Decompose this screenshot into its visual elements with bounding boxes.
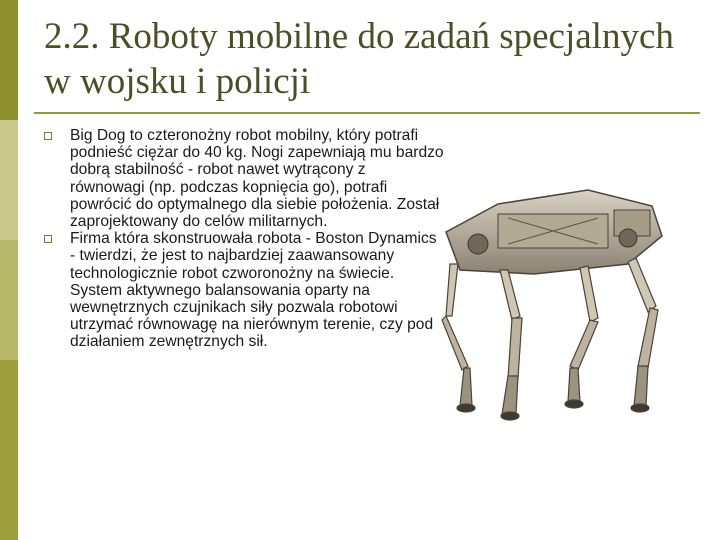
bullet-text: Firma która skonstruowała robota - Boston Dynamics - twierdzi, że jest to najbardziej zaawansowany technologicznie robot czworonożny na świecie. System aktywnego balansowania oparty na wewnętrznych czujnikach siły pozwala robotowi utrzymać równowagę na nierównym terenie, czy pod działaniem zewnętrznych sił.: [70, 230, 437, 351]
title-underline: [34, 112, 700, 114]
slide-title: 2.2. Roboty mobilne do zadań specjalnych w wojsku i policji: [44, 16, 674, 102]
bullet-text: Big Dog to czteronożny robot mobilny, który potrafi podnieść ciężar do 40 kg. Nogi zapewniają mu bardzo dobrą stabilność - robot nawet wytrącony z równowagi (np. podczas kopnięcia go), potrafi powrócić do optymalnego dla siebie położenia. Został zaprojektowany do celów militarnych.: [70, 127, 444, 231]
sidebar-segment-lower: [0, 240, 18, 360]
robot-leg-front-left: [442, 264, 475, 412]
bigdog-robot-image: [438, 166, 678, 428]
sidebar-segment-middle: [0, 120, 18, 240]
bullet-item: [44, 230, 444, 350]
sidebar-segment-bottom: [0, 360, 18, 540]
sidebar-accent-bar: [0, 0, 18, 540]
square-bullet-icon: [44, 132, 52, 140]
robot-leg-front-right: [500, 270, 522, 420]
robot-leg-rear-right: [628, 258, 658, 412]
bullet-item: [44, 127, 444, 230]
square-bullet-icon: [44, 235, 52, 243]
robot-leg-rear-left: [565, 266, 598, 408]
bullet-list: [44, 127, 444, 351]
sidebar-segment-top: [0, 0, 18, 120]
